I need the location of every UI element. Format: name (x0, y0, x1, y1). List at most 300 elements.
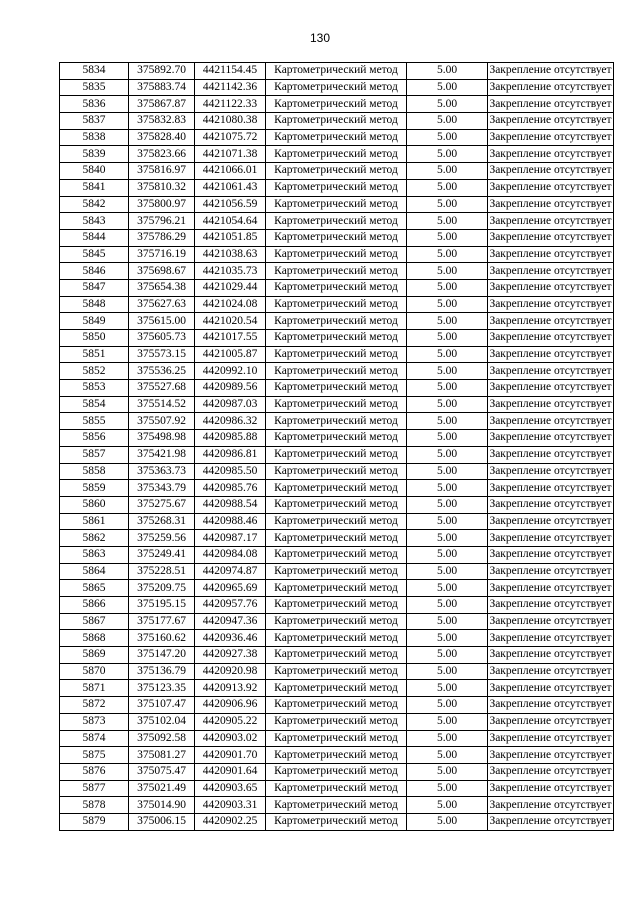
fixing-cell: Закрепление отсутствует (488, 597, 614, 614)
y-coordinate-cell: 4421061.43 (195, 179, 266, 196)
x-coordinate-cell: 375006.15 (129, 813, 195, 830)
table-row (60, 747, 614, 764)
method-cell: Картометрический метод (266, 463, 407, 480)
x-coordinate-cell: 375527.68 (129, 380, 195, 397)
precision-cell: 5.00 (407, 296, 488, 313)
table-row (60, 413, 614, 430)
y-coordinate-cell: 4421071.38 (195, 146, 266, 163)
precision-cell: 5.00 (407, 63, 488, 80)
table-row (60, 647, 614, 664)
fixing-cell: Закрепление отсутствует (488, 563, 614, 580)
table-row (60, 146, 614, 163)
method-cell: Картометрический метод (266, 346, 407, 363)
y-coordinate-cell: 4421038.63 (195, 246, 266, 263)
precision-cell: 5.00 (407, 79, 488, 96)
point-number-cell: 5877 (60, 780, 129, 797)
method-cell: Картометрический метод (266, 730, 407, 747)
precision-cell: 5.00 (407, 530, 488, 547)
y-coordinate-cell: 4420985.50 (195, 463, 266, 480)
x-coordinate-cell: 375627.63 (129, 296, 195, 313)
fixing-cell: Закрепление отсутствует (488, 680, 614, 697)
point-number-cell: 5876 (60, 763, 129, 780)
point-number-cell: 5844 (60, 229, 129, 246)
y-coordinate-cell: 4420906.96 (195, 697, 266, 714)
point-number-cell: 5856 (60, 430, 129, 447)
point-number-cell: 5838 (60, 129, 129, 146)
table-row (60, 730, 614, 747)
table-row (60, 313, 614, 330)
x-coordinate-cell: 375800.97 (129, 196, 195, 213)
precision-cell: 5.00 (407, 330, 488, 347)
x-coordinate-cell: 375136.79 (129, 663, 195, 680)
table-row (60, 496, 614, 513)
table-row (60, 513, 614, 530)
y-coordinate-cell: 4420927.38 (195, 647, 266, 664)
table-row (60, 697, 614, 714)
method-cell: Картометрический метод (266, 563, 407, 580)
x-coordinate-cell: 375249.41 (129, 546, 195, 563)
fixing-cell: Закрепление отсутствует (488, 380, 614, 397)
y-coordinate-cell: 4420920.98 (195, 663, 266, 680)
method-cell: Картометрический метод (266, 530, 407, 547)
x-coordinate-cell: 375796.21 (129, 213, 195, 230)
table-row (60, 363, 614, 380)
x-coordinate-cell: 375716.19 (129, 246, 195, 263)
point-number-cell: 5845 (60, 246, 129, 263)
method-cell: Картометрический метод (266, 63, 407, 80)
table-row (60, 213, 614, 230)
fixing-cell: Закрепление отсутствует (488, 813, 614, 830)
method-cell: Картометрический метод (266, 580, 407, 597)
table-row (60, 96, 614, 113)
fixing-cell: Закрепление отсутствует (488, 663, 614, 680)
table-row (60, 246, 614, 263)
y-coordinate-cell: 4421066.01 (195, 163, 266, 180)
fixing-cell: Закрепление отсутствует (488, 446, 614, 463)
point-number-cell: 5871 (60, 680, 129, 697)
table-row (60, 630, 614, 647)
x-coordinate-cell: 375081.27 (129, 747, 195, 764)
x-coordinate-cell: 375268.31 (129, 513, 195, 530)
x-coordinate-cell: 375014.90 (129, 797, 195, 814)
precision-cell: 5.00 (407, 213, 488, 230)
point-number-cell: 5861 (60, 513, 129, 530)
point-number-cell: 5869 (60, 647, 129, 664)
x-coordinate-cell: 375160.62 (129, 630, 195, 647)
precision-cell: 5.00 (407, 246, 488, 263)
y-coordinate-cell: 4421154.45 (195, 63, 266, 80)
table-row (60, 263, 614, 280)
method-cell: Картометрический метод (266, 263, 407, 280)
y-coordinate-cell: 4421024.08 (195, 296, 266, 313)
point-number-cell: 5873 (60, 713, 129, 730)
point-number-cell: 5846 (60, 263, 129, 280)
fixing-cell: Закрепление отсутствует (488, 346, 614, 363)
precision-cell: 5.00 (407, 446, 488, 463)
y-coordinate-cell: 4420901.64 (195, 763, 266, 780)
method-cell: Картометрический метод (266, 113, 407, 130)
point-number-cell: 5836 (60, 96, 129, 113)
method-cell: Картометрический метод (266, 713, 407, 730)
y-coordinate-cell: 4421122.33 (195, 96, 266, 113)
method-cell: Картометрический метод (266, 613, 407, 630)
precision-cell: 5.00 (407, 630, 488, 647)
method-cell: Картометрический метод (266, 246, 407, 263)
table-row (60, 463, 614, 480)
method-cell: Картометрический метод (266, 196, 407, 213)
table-row (60, 396, 614, 413)
y-coordinate-cell: 4421054.64 (195, 213, 266, 230)
y-coordinate-cell: 4421029.44 (195, 279, 266, 296)
y-coordinate-cell: 4420985.76 (195, 480, 266, 497)
fixing-cell: Закрепление отсутствует (488, 330, 614, 347)
precision-cell: 5.00 (407, 713, 488, 730)
precision-cell: 5.00 (407, 647, 488, 664)
y-coordinate-cell: 4420903.65 (195, 780, 266, 797)
x-coordinate-cell: 375363.73 (129, 463, 195, 480)
y-coordinate-cell: 4420986.32 (195, 413, 266, 430)
point-number-cell: 5855 (60, 413, 129, 430)
point-number-cell: 5865 (60, 580, 129, 597)
table-row (60, 530, 614, 547)
table-row (60, 113, 614, 130)
x-coordinate-cell: 375102.04 (129, 713, 195, 730)
y-coordinate-cell: 4421075.72 (195, 129, 266, 146)
table-row (60, 680, 614, 697)
precision-cell: 5.00 (407, 496, 488, 513)
fixing-cell: Закрепление отсутствует (488, 797, 614, 814)
point-number-cell: 5854 (60, 396, 129, 413)
table-row (60, 563, 614, 580)
fixing-cell: Закрепление отсутствует (488, 196, 614, 213)
x-coordinate-cell: 375883.74 (129, 79, 195, 96)
table-row (60, 330, 614, 347)
table-row (60, 163, 614, 180)
y-coordinate-cell: 4420936.46 (195, 630, 266, 647)
x-coordinate-cell: 375107.47 (129, 697, 195, 714)
x-coordinate-cell: 375075.47 (129, 763, 195, 780)
method-cell: Картометрический метод (266, 129, 407, 146)
table-row (60, 279, 614, 296)
x-coordinate-cell: 375514.52 (129, 396, 195, 413)
method-cell: Картометрический метод (266, 363, 407, 380)
y-coordinate-cell: 4420992.10 (195, 363, 266, 380)
precision-cell: 5.00 (407, 179, 488, 196)
point-number-cell: 5863 (60, 546, 129, 563)
fixing-cell: Закрепление отсутствует (488, 513, 614, 530)
method-cell: Картометрический метод (266, 296, 407, 313)
y-coordinate-cell: 4420903.02 (195, 730, 266, 747)
table-row (60, 663, 614, 680)
point-number-cell: 5868 (60, 630, 129, 647)
precision-cell: 5.00 (407, 513, 488, 530)
x-coordinate-cell: 375698.67 (129, 263, 195, 280)
fixing-cell: Закрепление отсутствует (488, 296, 614, 313)
y-coordinate-cell: 4420901.70 (195, 747, 266, 764)
method-cell: Картометрический метод (266, 430, 407, 447)
precision-cell: 5.00 (407, 697, 488, 714)
method-cell: Картометрический метод (266, 396, 407, 413)
y-coordinate-cell: 4420987.17 (195, 530, 266, 547)
method-cell: Картометрический метод (266, 780, 407, 797)
precision-cell: 5.00 (407, 613, 488, 630)
table-row (60, 129, 614, 146)
point-number-cell: 5875 (60, 747, 129, 764)
fixing-cell: Закрепление отсутствует (488, 463, 614, 480)
point-number-cell: 5872 (60, 697, 129, 714)
precision-cell: 5.00 (407, 113, 488, 130)
y-coordinate-cell: 4421056.59 (195, 196, 266, 213)
coordinates-table (59, 62, 614, 831)
precision-cell: 5.00 (407, 363, 488, 380)
x-coordinate-cell: 375421.98 (129, 446, 195, 463)
point-number-cell: 5859 (60, 480, 129, 497)
x-coordinate-cell: 375867.87 (129, 96, 195, 113)
method-cell: Картометрический метод (266, 763, 407, 780)
fixing-cell: Закрепление отсутствует (488, 713, 614, 730)
precision-cell: 5.00 (407, 346, 488, 363)
point-number-cell: 5878 (60, 797, 129, 814)
x-coordinate-cell: 375816.97 (129, 163, 195, 180)
y-coordinate-cell: 4421080.38 (195, 113, 266, 130)
fixing-cell: Закрепление отсутствует (488, 697, 614, 714)
fixing-cell: Закрепление отсутствует (488, 313, 614, 330)
table-row (60, 797, 614, 814)
method-cell: Картометрический метод (266, 697, 407, 714)
y-coordinate-cell: 4420902.25 (195, 813, 266, 830)
x-coordinate-cell: 375177.67 (129, 613, 195, 630)
precision-cell: 5.00 (407, 196, 488, 213)
precision-cell: 5.00 (407, 546, 488, 563)
point-number-cell: 5848 (60, 296, 129, 313)
table-row (60, 580, 614, 597)
fixing-cell: Закрепление отсутствует (488, 647, 614, 664)
x-coordinate-cell: 375786.29 (129, 229, 195, 246)
fixing-cell: Закрепление отсутствует (488, 613, 614, 630)
y-coordinate-cell: 4421020.54 (195, 313, 266, 330)
table-row (60, 780, 614, 797)
fixing-cell: Закрепление отсутствует (488, 546, 614, 563)
table-row (60, 613, 614, 630)
fixing-cell: Закрепление отсутствует (488, 213, 614, 230)
fixing-cell: Закрепление отсутствует (488, 129, 614, 146)
table-row (60, 713, 614, 730)
fixing-cell: Закрепление отсутствует (488, 780, 614, 797)
table-row (60, 546, 614, 563)
table-row (60, 229, 614, 246)
method-cell: Картометрический метод (266, 163, 407, 180)
fixing-cell: Закрепление отсутствует (488, 747, 614, 764)
fixing-cell: Закрепление отсутствует (488, 146, 614, 163)
table-row (60, 296, 614, 313)
y-coordinate-cell: 4421005.87 (195, 346, 266, 363)
precision-cell: 5.00 (407, 597, 488, 614)
method-cell: Картометрический метод (266, 513, 407, 530)
table-row (60, 480, 614, 497)
precision-cell: 5.00 (407, 129, 488, 146)
point-number-cell: 5850 (60, 330, 129, 347)
method-cell: Картометрический метод (266, 630, 407, 647)
point-number-cell: 5857 (60, 446, 129, 463)
table-row (60, 446, 614, 463)
x-coordinate-cell: 375147.20 (129, 647, 195, 664)
point-number-cell: 5862 (60, 530, 129, 547)
point-number-cell: 5841 (60, 179, 129, 196)
x-coordinate-cell: 375828.40 (129, 129, 195, 146)
fixing-cell: Закрепление отсутствует (488, 79, 614, 96)
x-coordinate-cell: 375892.70 (129, 63, 195, 80)
y-coordinate-cell: 4420974.87 (195, 563, 266, 580)
y-coordinate-cell: 4420905.22 (195, 713, 266, 730)
point-number-cell: 5849 (60, 313, 129, 330)
y-coordinate-cell: 4421142.36 (195, 79, 266, 96)
fixing-cell: Закрепление отсутствует (488, 63, 614, 80)
point-number-cell: 5852 (60, 363, 129, 380)
fixing-cell: Закрепление отсутствует (488, 363, 614, 380)
method-cell: Картометрический метод (266, 496, 407, 513)
point-number-cell: 5864 (60, 563, 129, 580)
method-cell: Картометрический метод (266, 747, 407, 764)
fixing-cell: Закрепление отсутствует (488, 413, 614, 430)
precision-cell: 5.00 (407, 747, 488, 764)
method-cell: Картометрический метод (266, 680, 407, 697)
point-number-cell: 5851 (60, 346, 129, 363)
y-coordinate-cell: 4420947.36 (195, 613, 266, 630)
point-number-cell: 5835 (60, 79, 129, 96)
x-coordinate-cell: 375021.49 (129, 780, 195, 797)
precision-cell: 5.00 (407, 380, 488, 397)
method-cell: Картометрический метод (266, 229, 407, 246)
point-number-cell: 5843 (60, 213, 129, 230)
x-coordinate-cell: 375573.15 (129, 346, 195, 363)
x-coordinate-cell: 375123.35 (129, 680, 195, 697)
fixing-cell: Закрепление отсутствует (488, 96, 614, 113)
precision-cell: 5.00 (407, 813, 488, 830)
method-cell: Картометрический метод (266, 79, 407, 96)
point-number-cell: 5866 (60, 597, 129, 614)
point-number-cell: 5842 (60, 196, 129, 213)
method-cell: Картометрический метод (266, 813, 407, 830)
x-coordinate-cell: 375507.92 (129, 413, 195, 430)
x-coordinate-cell: 375823.66 (129, 146, 195, 163)
precision-cell: 5.00 (407, 413, 488, 430)
y-coordinate-cell: 4420987.03 (195, 396, 266, 413)
point-number-cell: 5840 (60, 163, 129, 180)
page-number: 130 (309, 31, 331, 45)
point-number-cell: 5853 (60, 380, 129, 397)
method-cell: Картометрический метод (266, 446, 407, 463)
precision-cell: 5.00 (407, 229, 488, 246)
fixing-cell: Закрепление отсутствует (488, 396, 614, 413)
precision-cell: 5.00 (407, 680, 488, 697)
fixing-cell: Закрепление отсутствует (488, 279, 614, 296)
x-coordinate-cell: 375343.79 (129, 480, 195, 497)
precision-cell: 5.00 (407, 396, 488, 413)
x-coordinate-cell: 375615.00 (129, 313, 195, 330)
table-row (60, 380, 614, 397)
precision-cell: 5.00 (407, 780, 488, 797)
point-number-cell: 5847 (60, 279, 129, 296)
precision-cell: 5.00 (407, 263, 488, 280)
precision-cell: 5.00 (407, 663, 488, 680)
x-coordinate-cell: 375536.25 (129, 363, 195, 380)
method-cell: Картометрический метод (266, 597, 407, 614)
fixing-cell: Закрепление отсутствует (488, 430, 614, 447)
method-cell: Картометрический метод (266, 480, 407, 497)
y-coordinate-cell: 4421035.73 (195, 263, 266, 280)
y-coordinate-cell: 4421017.55 (195, 330, 266, 347)
x-coordinate-cell: 375209.75 (129, 580, 195, 597)
method-cell: Картометрический метод (266, 647, 407, 664)
table-row (60, 79, 614, 96)
fixing-cell: Закрепление отсутствует (488, 113, 614, 130)
fixing-cell: Закрепление отсутствует (488, 179, 614, 196)
point-number-cell: 5867 (60, 613, 129, 630)
y-coordinate-cell: 4420984.08 (195, 546, 266, 563)
method-cell: Картометрический метод (266, 546, 407, 563)
x-coordinate-cell: 375498.98 (129, 430, 195, 447)
point-number-cell: 5839 (60, 146, 129, 163)
table-row (60, 813, 614, 830)
table-body (60, 63, 614, 831)
point-number-cell: 5858 (60, 463, 129, 480)
method-cell: Картометрический метод (266, 313, 407, 330)
fixing-cell: Закрепление отсутствует (488, 496, 614, 513)
point-number-cell: 5837 (60, 113, 129, 130)
precision-cell: 5.00 (407, 463, 488, 480)
fixing-cell: Закрепление отсутствует (488, 630, 614, 647)
y-coordinate-cell: 4420989.56 (195, 380, 266, 397)
precision-cell: 5.00 (407, 430, 488, 447)
point-number-cell: 5834 (60, 63, 129, 80)
method-cell: Картометрический метод (266, 380, 407, 397)
fixing-cell: Закрепление отсутствует (488, 480, 614, 497)
y-coordinate-cell: 4421051.85 (195, 229, 266, 246)
point-number-cell: 5879 (60, 813, 129, 830)
precision-cell: 5.00 (407, 163, 488, 180)
point-number-cell: 5860 (60, 496, 129, 513)
table-row (60, 346, 614, 363)
method-cell: Картометрический метод (266, 330, 407, 347)
precision-cell: 5.00 (407, 580, 488, 597)
point-number-cell: 5874 (60, 730, 129, 747)
precision-cell: 5.00 (407, 279, 488, 296)
y-coordinate-cell: 4420965.69 (195, 580, 266, 597)
method-cell: Картометрический метод (266, 663, 407, 680)
x-coordinate-cell: 375092.58 (129, 730, 195, 747)
y-coordinate-cell: 4420903.31 (195, 797, 266, 814)
precision-cell: 5.00 (407, 763, 488, 780)
x-coordinate-cell: 375259.56 (129, 530, 195, 547)
fixing-cell: Закрепление отсутствует (488, 263, 614, 280)
y-coordinate-cell: 4420988.46 (195, 513, 266, 530)
fixing-cell: Закрепление отсутствует (488, 163, 614, 180)
x-coordinate-cell: 375832.83 (129, 113, 195, 130)
table-row (60, 63, 614, 80)
x-coordinate-cell: 375654.38 (129, 279, 195, 296)
method-cell: Картометрический метод (266, 797, 407, 814)
precision-cell: 5.00 (407, 313, 488, 330)
precision-cell: 5.00 (407, 797, 488, 814)
method-cell: Картометрический метод (266, 213, 407, 230)
y-coordinate-cell: 4420985.88 (195, 430, 266, 447)
table-row (60, 597, 614, 614)
method-cell: Картометрический метод (266, 96, 407, 113)
fixing-cell: Закрепление отсутствует (488, 763, 614, 780)
x-coordinate-cell: 375275.67 (129, 496, 195, 513)
x-coordinate-cell: 375195.15 (129, 597, 195, 614)
x-coordinate-cell: 375228.51 (129, 563, 195, 580)
